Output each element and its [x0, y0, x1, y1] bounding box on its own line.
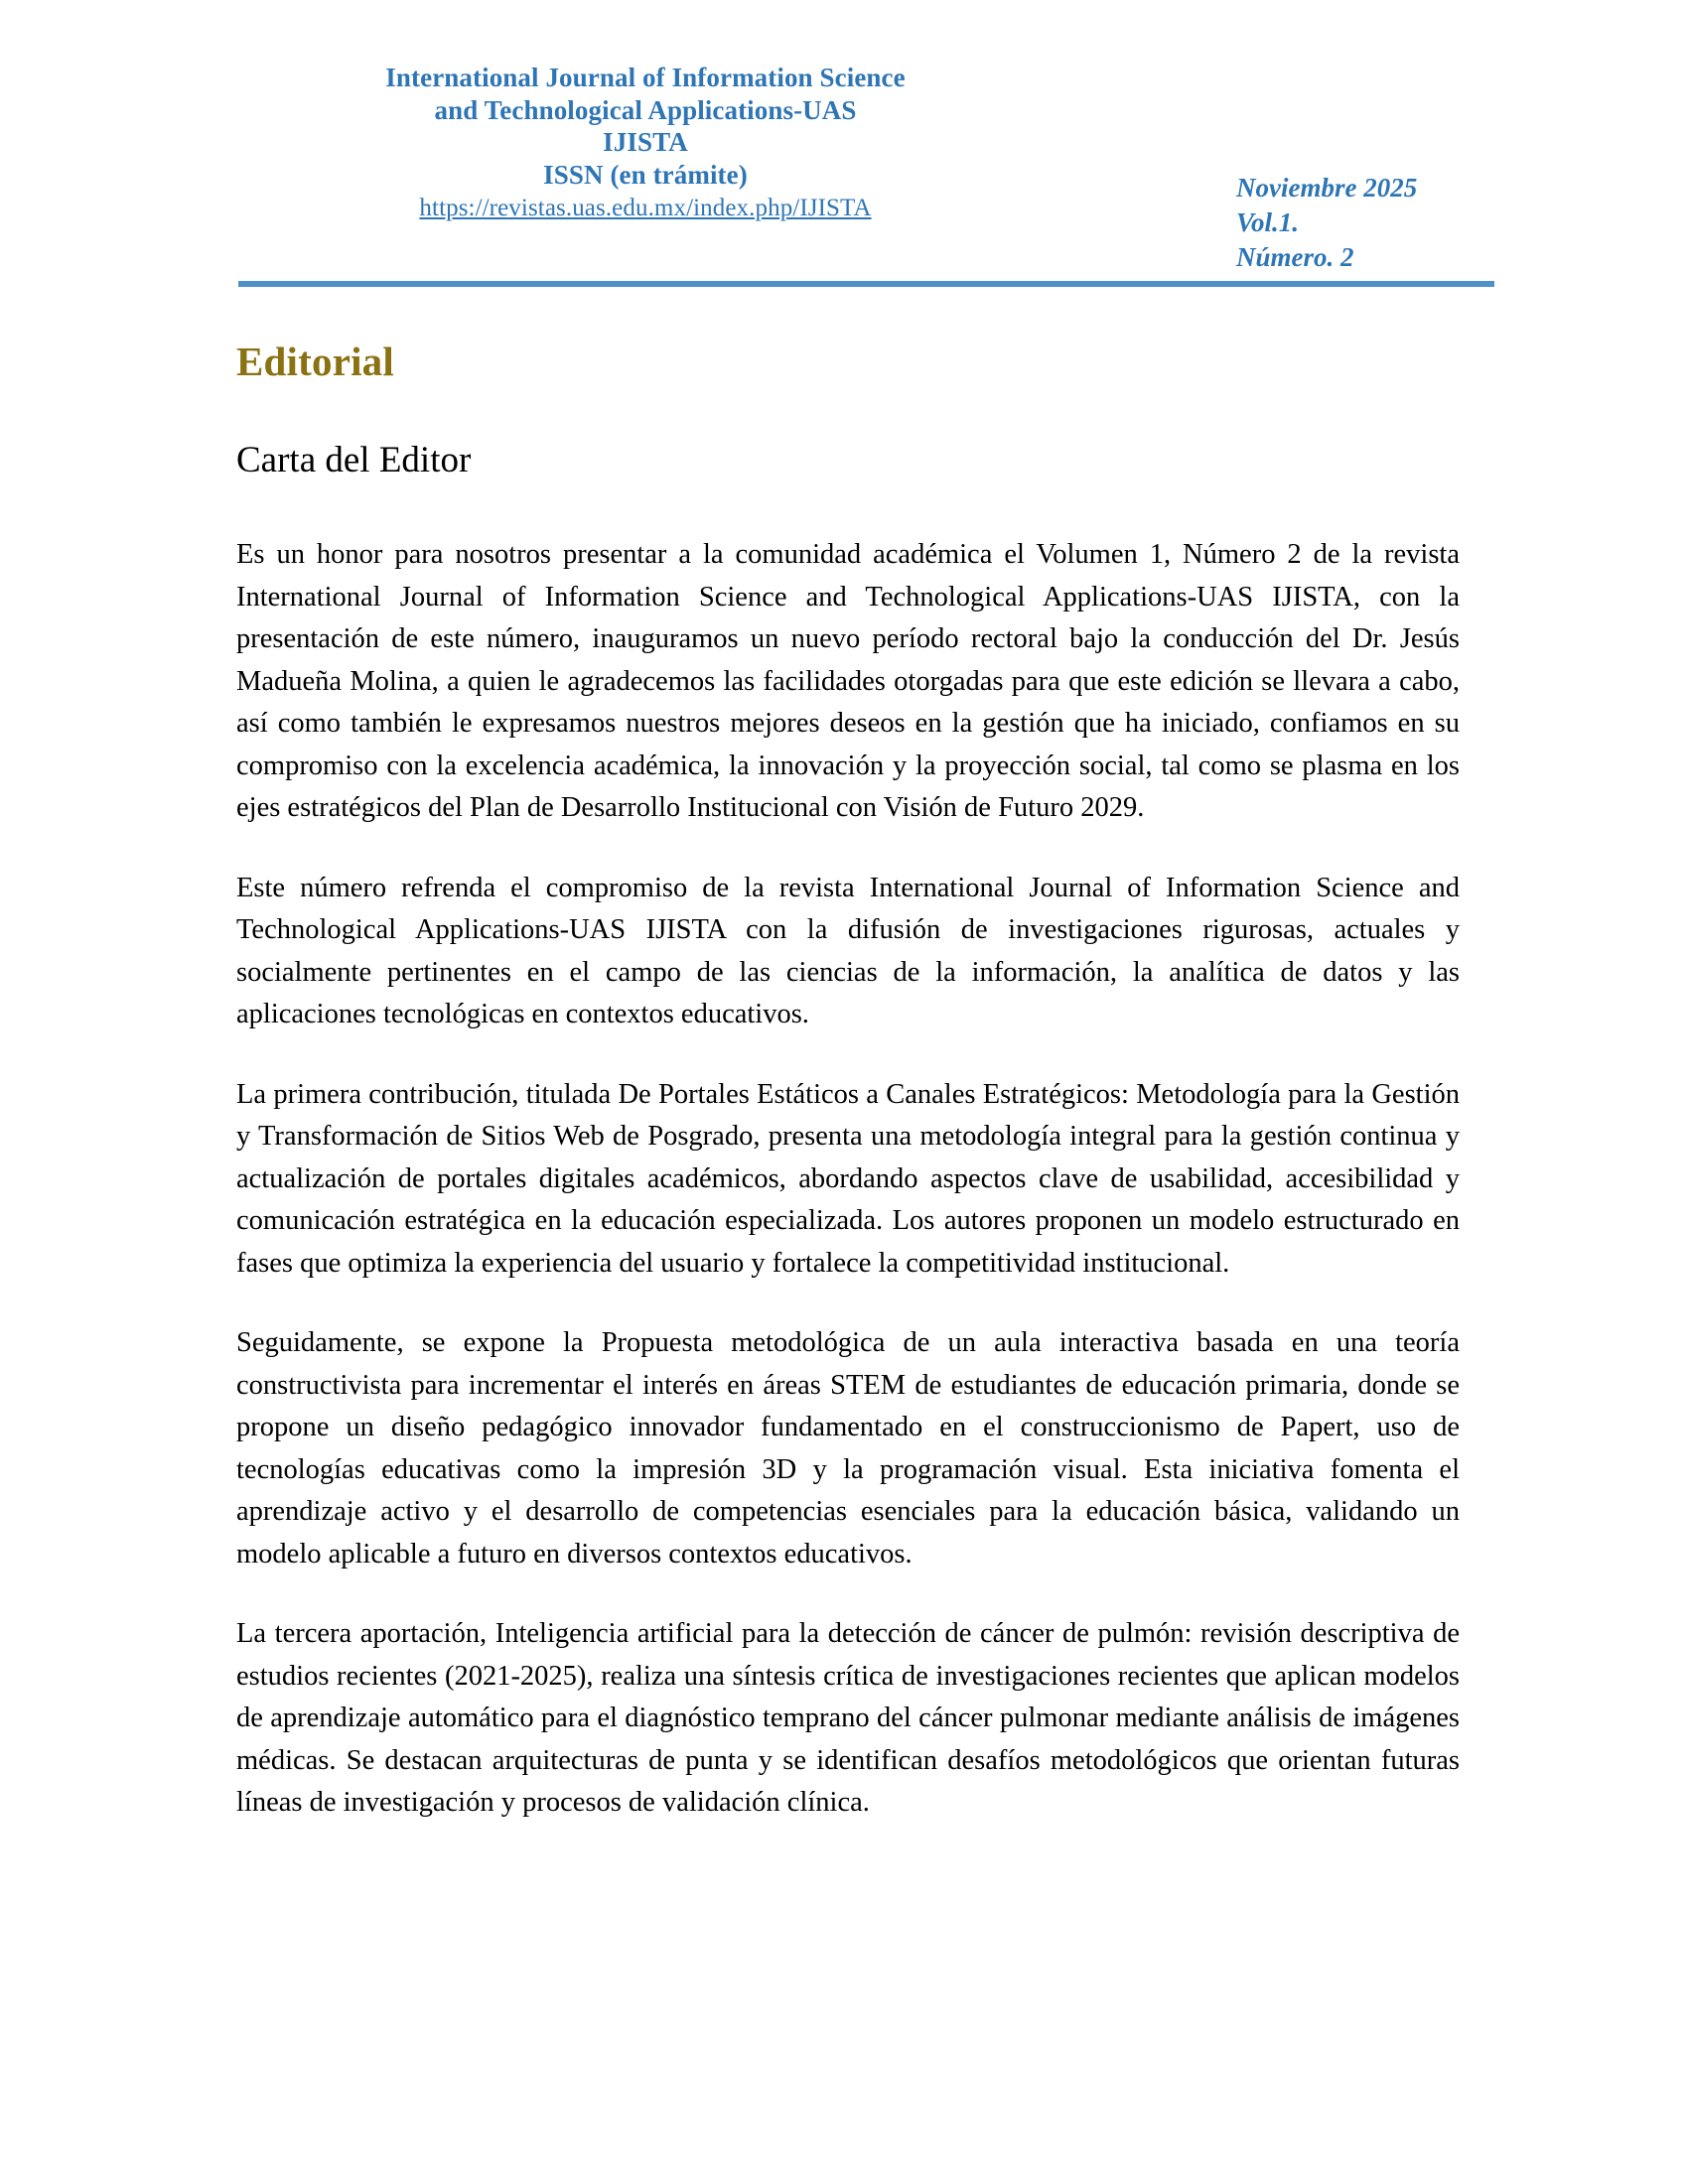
masthead — [0, 0, 1688, 272]
journal-title-block — [238, 62, 1053, 224]
body-paragraph: Seguidamente, se expone la Propuesta metodológica de un aula interactiva basada en una teoría constructivista para incrementar el interés en áreas STEM de estudiantes de educación primaria, donde se propone un diseño pedagógico innovador fundamentado en el construccionismo de Papert, uso de tecnologías educativas como la impresión 3D y la programación visual. Esta iniciativa fomenta el aprendizaje activo y el desarrollo de competencias esenciales para la educación básica, validando un modelo aplicable a futuro en diversos contextos educativos. — [236, 1327, 1460, 1570]
body-paragraph: Este número refrenda el compromiso de la revista International Journal of Information Science and Technological Applications-UAS IJISTA con la difusión de investigaciones rigurosas, actuales y socialmente pertinentes en el campo de las ciencias de la información, la analítica de datos y las aplicaciones tecnológicas en contextos educativos. — [236, 872, 1460, 1029]
issue-volume: Vol.1. — [1236, 207, 1300, 237]
page-title: Editorial — [236, 339, 394, 384]
journal-title-line-1: International Journal of Information Science — [385, 63, 906, 92]
journal-url-link[interactable]: https://revistas.uas.edu.mx/index.php/IJISTA — [419, 195, 872, 221]
journal-title-line-2: and Technological Applications-UAS — [434, 94, 857, 125]
body-paragraph: Es un honor para nosotros presentar a la comunidad académica el Volumen 1, Número 2 de la revista International Journal of Information Science and Technological Applications-UAS IJISTA, con la presentación de este número, inauguramos un nuevo período rectoral bajo la conducción del Dr. Jesús Madueña Molina, a quien le agradecemos las facilidades otorgadas para que este edición se llevara a cabo, así como también le expresamos nuestros mejores deseos en la gestión que ha iniciado, confiamos en su compromiso con la excelencia académica, la innovación y la proyección social, tal como se plasma en los ejes estratégicos del Plan de Desarrollo Institucional con Visión de Futuro 2029. — [236, 539, 1460, 823]
issue-date: Noviembre 2025 — [1236, 173, 1418, 203]
issue-info-block — [1236, 171, 1417, 275]
body-paragraph: La tercera aportación, Inteligencia artificial para la detección de cáncer de pulmón: revisión descriptiva de estudios recientes (2021-2025), realiza una síntesis crítica de investigaciones recientes que aplican modelos de aprendizaje automático para el diagnóstico temprano del cáncer pulmonar mediante análisis de imágenes médicas. Se destacan arquitecturas de punta y se identifican desafíos metodológicos que orientan futuras líneas de investigación y procesos de validación clínica. — [236, 1618, 1460, 1818]
masthead-divider — [238, 281, 1494, 287]
body-paragraph: La primera contribución, titulada De Portales Estáticos a Canales Estratégicos: Metodología para la Gestión y Transformación de Sitios Web de Posgrado, presenta una metodología integral para la gestión continua y actualización de portales digitales académicos, abordando aspectos clave de usabilidad, accesibilidad y comunicación estratégica en la educación especializada. Los autores proponen un modelo estructurado en fases que optimiza la experiencia del usuario y fortalece la competitividad institucional. — [236, 1078, 1460, 1279]
journal-acronym: IJISTA — [603, 127, 688, 157]
letter-heading: Carta del Editor — [236, 440, 472, 480]
journal-issn: ISSN (en trámite) — [543, 159, 748, 190]
document-body — [236, 338, 1460, 1825]
issue-number: Número. 2 — [1236, 242, 1354, 272]
